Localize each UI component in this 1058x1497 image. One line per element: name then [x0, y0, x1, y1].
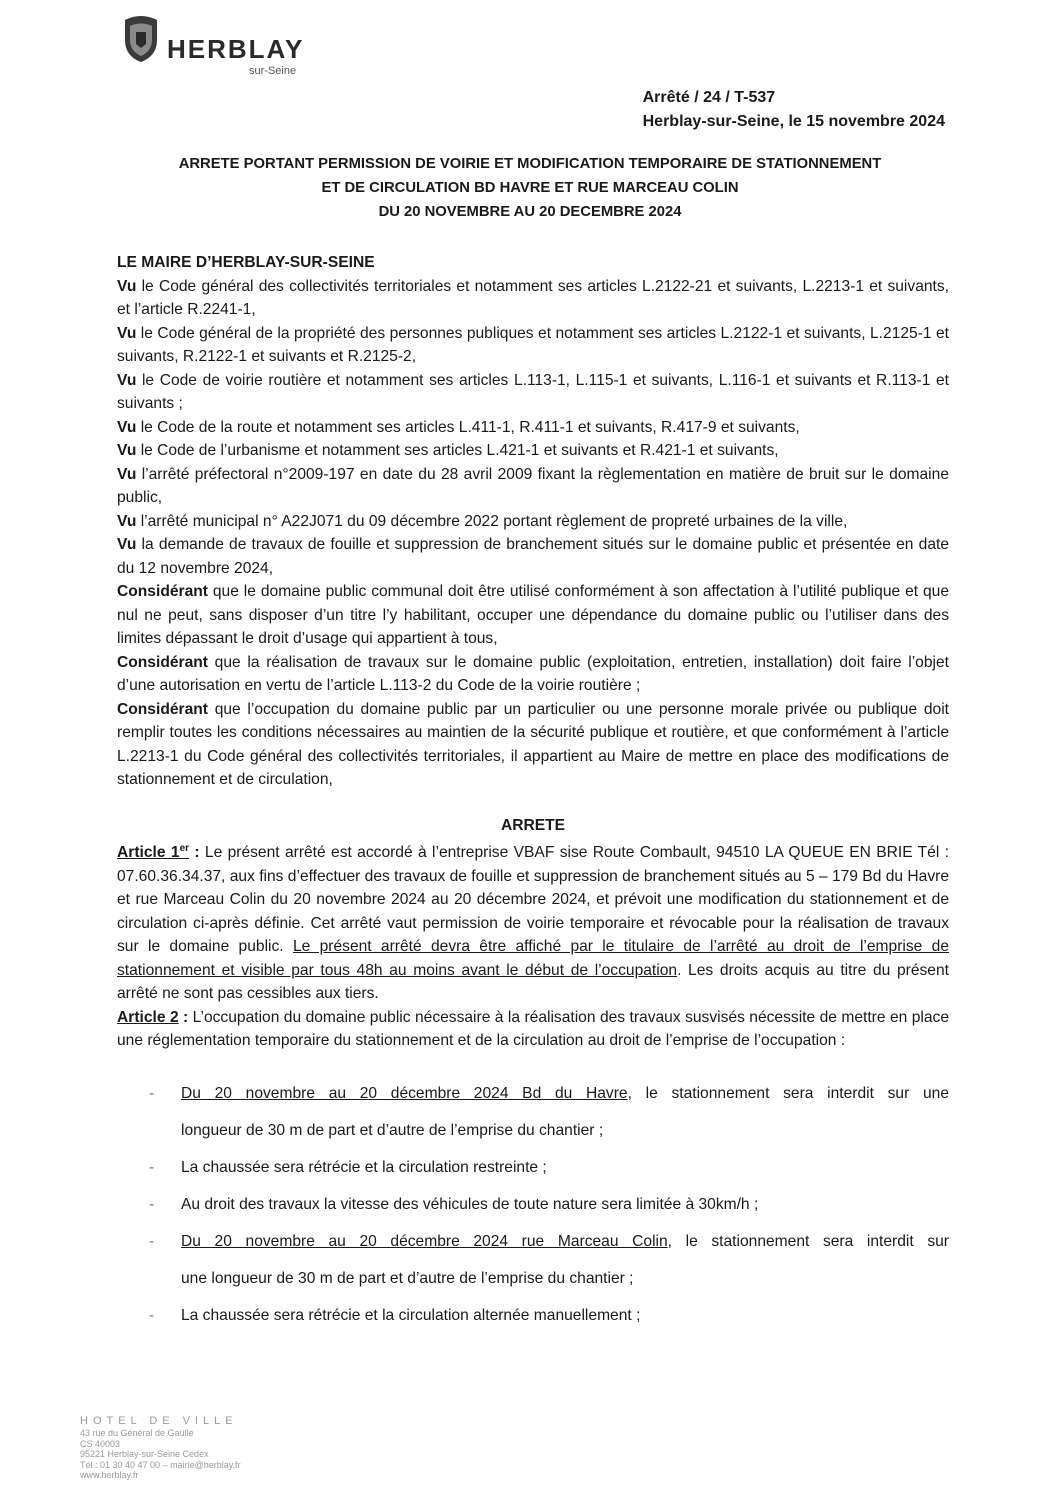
city-logo — [121, 14, 331, 77]
footer-website: www.herblay.fr — [80, 1470, 139, 1480]
bullet-dash: - — [149, 1306, 155, 1324]
preamble-item — [117, 439, 949, 463]
preamble-item — [117, 275, 949, 322]
preamble-item — [117, 651, 949, 698]
preamble-text: l’arrêté préfectoral n°2009-197 en date du 28 avril 2009 fixant la règlementation en matière de bruit sur le domaine public, — [117, 465, 949, 506]
list-item: - Du 20 novembre au 20 décembre 2024 Bd du Havre, le stationnement sera interdit sur une longueur de 30 m de part et d’autre de l’emprise du chantier ; — [181, 1075, 949, 1149]
bullet-dash: - — [149, 1084, 155, 1102]
logo-subtitle: sur-Seine — [249, 65, 297, 77]
preamble-keyword: Vu — [117, 465, 137, 483]
place-date: Herblay-sur-Seine, le 15 novembre 2024 — [642, 113, 945, 130]
preamble-list — [117, 275, 949, 792]
article-1-label: Article 1er — [117, 843, 190, 862]
preamble-text: l’arrêté municipal n° A22J071 du 09 décembre 2022 portant règlement de propreté urbaines de la ville, — [136, 512, 848, 530]
town-hall-footer — [80, 1415, 340, 1481]
bullet-dash: - — [149, 1195, 155, 1213]
preamble-keyword: Vu — [117, 324, 137, 342]
preamble-text: le Code de voirie routière et notamment ses articles L.113-1, L.115-1 et suivants, L.116-1 et suivants et R.113-1 et suivants ; — [117, 371, 949, 412]
preamble-keyword: Considérant — [117, 700, 208, 718]
preamble-item — [117, 369, 949, 416]
preamble-keyword: Vu — [117, 277, 137, 295]
footer-address: 43 rue du Général de Gaulle — [80, 1428, 194, 1438]
preamble-keyword: Vu — [117, 512, 137, 530]
preamble-item — [117, 416, 949, 440]
document-title — [120, 152, 940, 224]
decree-reference — [643, 86, 945, 134]
preamble-item — [117, 698, 949, 792]
preamble-text: que l’occupation du domaine public par un particulier ou une personne morale privée ou publique doit remplir toutes les conditions nécessaires au maintien de la sécurité publique et routière, et que conformément à l’article L.2213-1 du Code général des collectivités territoriales, il appartient au Maire de mettre en place des modifications de stationnement et de circulation, — [117, 700, 949, 788]
mayor-heading: LE MAIRE D’HERBLAY-SUR-SEINE — [117, 254, 375, 271]
preamble-keyword: Vu — [117, 371, 137, 389]
preamble-text: que le domaine public communal doit être utilisé conformément à son affectation à l’utilité publique et que nul ne peut, sans disposer d’un titre l’y habilitant, occuper une dépendance du domaine public ou l’utiliser dans des limites dépassant le droit d’usage qui appartient à tous, — [117, 583, 949, 647]
preamble-text: la demande de travaux de fouille et suppression de branchement situés sur le domaine public et présentée en date du 12 novembre 2024, — [117, 536, 949, 577]
decree-number: Arrêté / 24 / T-537 — [642, 89, 776, 106]
article-2: Article 2 : L’occupation du domaine public nécessaire à la réalisation des travaux susvisés nécessite de mettre en place une réglementation temporaire du stationnement et de la circulation au droit de l’emprise de l’occupation : — [117, 1008, 950, 1050]
footer-contact: Tél : 01 30 40 47 00 – mairie@herblay.fr — [80, 1459, 241, 1470]
preamble-keyword: Considérant — [117, 583, 208, 600]
preamble-keyword: Vu — [117, 418, 137, 436]
preamble-text: le Code général de la propriété des personnes publiques et notamment ses articles L.2122-1 et suivants, L.2125-1 et suivants, R.2122-1 et suivants et R.2125-2, — [117, 324, 949, 365]
list-item: - La chaussée sera rétrécie et la circulation restreinte ; — [181, 1149, 949, 1186]
preamble-keyword: Considérant — [117, 653, 208, 671]
preamble-item — [117, 533, 949, 580]
preamble-keyword: Vu — [117, 442, 137, 459]
list-item: - La chaussée sera rétrécie et la circulation alternée manuellement ; — [181, 1297, 949, 1334]
list-item: - Du 20 novembre au 20 décembre 2024 rue Marceau Colin, le stationnement sera interdit sur une longueur de 30 m de part et d’autre de l’emprise du chantier ; — [181, 1223, 949, 1297]
arrete-heading: ARRETE — [500, 816, 566, 834]
title-line-2: ET DE CIRCULATION BD HAVRE ET RUE MARCEAU COLIN — [321, 180, 739, 196]
posting-requirement: Le présent arrêté devra être affiché par le titulaire de l’arrêté au droit de l’emprise de stationnement et visible par tous 48h au moins avant le début de l’occupation — [117, 938, 949, 979]
preamble-item — [117, 580, 949, 651]
measures-list — [117, 1075, 949, 1334]
document-body — [117, 251, 949, 1334]
preamble-item — [117, 322, 949, 369]
preamble-item — [117, 510, 949, 534]
coat-of-arms-icon — [121, 14, 161, 64]
article-1: Article 1er : Le présent arrêté est accordé à l’entreprise VBAF sise Route Combault, 94510 LA QUEUE EN BRIE Tél : 07.60.36.34.37, aux fins d’effectuer des travaux de fouille et suppression de branchement situés au 5 – 179 Bd du Havre et rue Marceau Colin du 20 novembre 2024 au 20 décembre 2024, et prévoit une modification du stationnement et de circulation ci-après définie. Cet arrêté vaut permission de voirie temporaire et révocable pour la réalisation de travaux sur le domaine public. Le présent arrêté devra être affiché par le titulaire de l’arrêté au droit de l’emprise de stationnement et visible par tous 48h au moins avant le début de l’occupation. Les droits acquis au titre du présent arrêté ne sont pas cessibles aux tiers. — [117, 843, 949, 1003]
logo-wordmark: HERBLAY — [167, 34, 305, 64]
preamble-text: le Code de l’urbanisme et notamment ses articles L.421-1 et suivants et R.421-1 et suivants, — [136, 442, 779, 459]
preamble-text: le Code de la route et notamment ses articles L.411-1, R.411-1 et suivants, R.417-9 et suivants, — [136, 418, 800, 436]
preamble-text: que la réalisation de travaux sur le domaine public (exploitation, entretien, installation) doit faire l’objet d’une autorisation en vertu de l’article L.113-2 du Code de la voirie routière ; — [117, 653, 949, 694]
bullet-dash: - — [149, 1158, 155, 1176]
footer-cs: CS 40003 — [80, 1438, 121, 1449]
article-2-label: Article 2 — [117, 1008, 179, 1026]
title-line-3: DU 20 NOVEMBRE AU 20 DECEMBRE 2024 — [378, 204, 682, 220]
preamble-item — [117, 463, 949, 510]
bullet-dash: - — [149, 1232, 155, 1250]
preamble-text: le Code général des collectivités territoriales et notamment ses articles L.2122-21 et suivants, L.2213-1 et suivants, et l’article R.2241-1, — [117, 277, 949, 318]
title-line-1: ARRETE PORTANT PERMISSION DE VOIRIE ET MODIFICATION TEMPORAIRE DE STATIONNEMENT — [178, 156, 882, 172]
footer-title: HOTEL DE VILLE — [80, 1415, 238, 1427]
list-item: - Au droit des travaux la vitesse des véhicules de toute nature sera limitée à 30km/h ; — [181, 1186, 949, 1223]
preamble-keyword: Vu — [117, 536, 137, 553]
footer-city: 95221 Herblay-sur-Seine Cedex — [80, 1449, 209, 1459]
